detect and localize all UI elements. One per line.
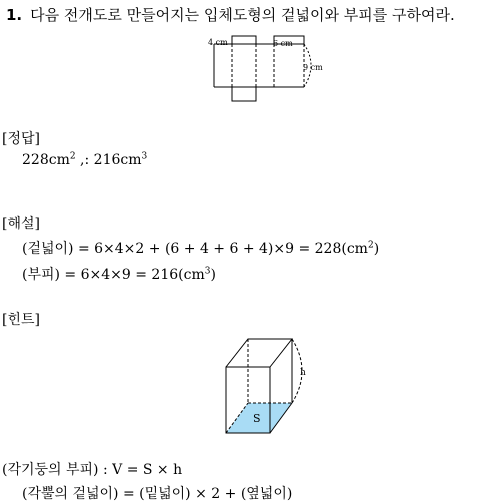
- explanation-line-2: (부피) = $6\times 4\times 9 = 216(cm^3)$: [22, 266, 216, 283]
- prism-base-label: S: [253, 412, 261, 425]
- problem-number: 1.: [6, 6, 23, 24]
- problem-text: 다음 전개도로 만들어지는 입체도형의 겉넓이와 부피를 구하여라.: [30, 6, 455, 24]
- answer-separator: ,:: [75, 152, 94, 168]
- answer-header: [정답]: [2, 131, 40, 147]
- explanation-header: [해설]: [2, 216, 40, 232]
- problem-statement: [6, 4, 455, 25]
- answer-volume: 216cm: [93, 152, 142, 168]
- hint-formula-1: (각기둥의 부피) : V = S × h: [2, 462, 183, 478]
- explanation-line-1: (겉넓이) = $6\times 4\times 2 + (6 + 4 + 6 + 4)\times 9 = 228(cm^2)$: [22, 240, 380, 257]
- answer-line: $228cm^2$ ,: $216cm^3$: [22, 151, 148, 168]
- prism-diagram: [220, 335, 320, 435]
- net-label-4cm: 4 cm: [208, 38, 228, 47]
- answer-area: 228cm: [22, 152, 70, 168]
- net-label-6cm: 6 cm: [273, 39, 293, 48]
- hint-formula-2: (각뿔의 겉넓이) = (밑넓이) × 2 + (옆넓이): [22, 486, 293, 502]
- net-label-9cm: 9 cm: [303, 63, 323, 72]
- prism-height-label: h: [300, 368, 306, 378]
- hint-header: [힌트]: [2, 312, 40, 328]
- net-diagram: [200, 32, 340, 107]
